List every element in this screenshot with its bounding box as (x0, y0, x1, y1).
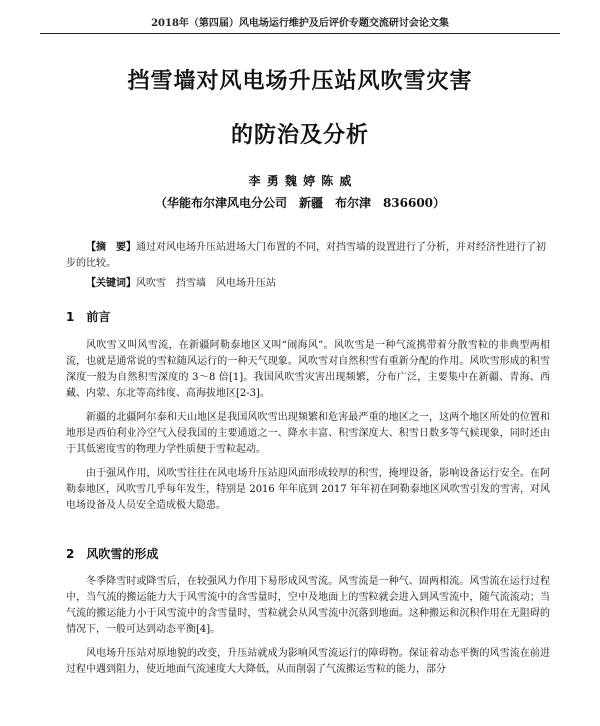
keywords (86, 276, 550, 292)
author-list: 李 勇 魏 婷 陈 威 (248, 174, 352, 188)
body-paragraph: 由于强风作用，风吹雪往往在风电场升压站迎风面形成较厚的积雪，掩埋设备，影响设备运行安全。在阿勒泰地区，风吹雪几乎每年发生，特别是 2016 年年底到 2017 年年初在阿勒泰地区风吹雪引发的雪害，对风电场设备及人员安全造成极大隐患。 (66, 468, 550, 511)
running-header: 2018年（第四届）风电场运行维护及后评价专题交流研讨会论文集 (40, 14, 560, 34)
body-paragraph: 风吹雪又叫风雪流，在新疆阿勒泰地区又叫“闹海风”。风吹雪是一种气流携带着分散雪粒的非典型两相流，也就是通常说的雪粒随风运行的一种天气现象。风吹雪对自然积雪有重新分配的作用。风吹雪形成的积雪深度一般为自然积雪深度的 3～8 倍[1]。我国风吹雪灾害出现频繁，分布广泛，主要集中在新疆、青海、西藏、内蒙、东北等高纬度、高海拔地区[2-3]。 (66, 340, 550, 399)
body-paragraph: 新疆的北疆阿尔泰和天山地区是我国风吹雪出现频繁和危害最严重的地区之一，这两个地区所处的位置和地形是西伯利业冷空气入侵我国的主要通道之一、降水丰富、积雪深度大、积雪日数多等气候现象，同时还由于其低密度雪的物理力学性质便于雪粒起动。 (66, 412, 550, 455)
section-heading-introduction: 1 前言 (66, 310, 111, 324)
keywords-label: 【关键词】 (86, 278, 136, 289)
section-heading-formation: 2 风吹雪的形成 (66, 547, 159, 561)
article-title-line-1: 挡雪墙对风电场升压站风吹雪灾害 (127, 69, 473, 94)
body-paragraph: 风电场升压站对原地貌的改变，升压站就成为影响风雪流运行的障碍物。保证着动态平衡的风雪流在前进过程中遇到阻力，使近地面气流速度大大降低，从而削弱了气流搬运雪粒的能力，部分 (66, 648, 550, 675)
keywords-text: 风吹雪 挡雪墙 风电场升压站 (136, 278, 276, 289)
abstract-text: 通过对风电场升压站进场大门布置的不同，对挡雪墙的设置进行了分析，并对经济性进行了初步的比较。 (66, 242, 546, 269)
abstract (66, 240, 550, 272)
body-paragraph: 冬季降雪时或降雪后，在较强风力作用下易形成风雪流。风雪流是一种气、固两相流。风雪流在运行过程中，当气流的搬运能力大于风雪流中的含雪量时，空中及地面上的雪粒就会进入到风雪流中，随气流流动；当气流的搬运能力小于风雪流中的含雪量时，雪粒就会从风雪流中沉落到地面。这种搬运和沉积作用在无阻碍的情况下，一般可达到动态平衡[4]。 (66, 576, 550, 635)
article-title-line-2: 的防治及分析 (230, 123, 369, 148)
abstract-label: 【摘 要】 (86, 242, 136, 253)
affiliation: （华能布尔津风电分公司 新疆 布尔津 836600） (154, 196, 446, 210)
